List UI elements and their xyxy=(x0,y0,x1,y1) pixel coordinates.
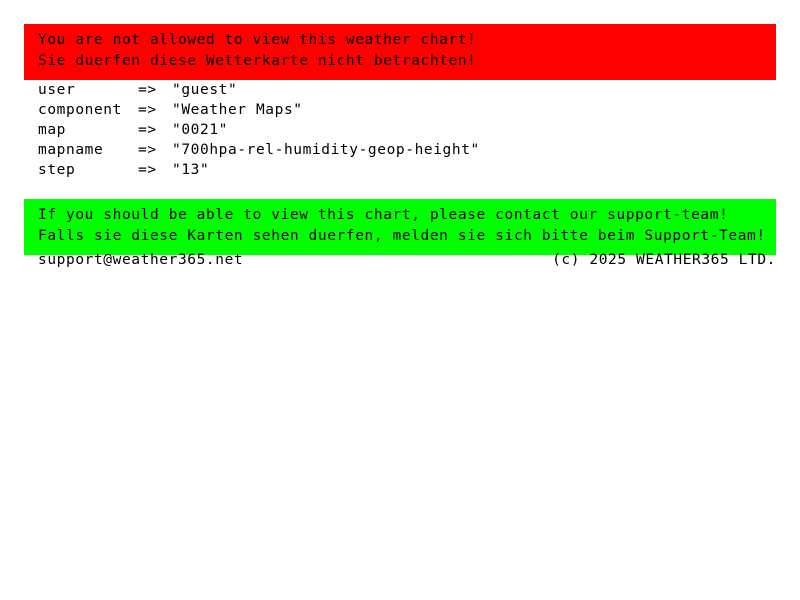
parameter-key: user xyxy=(38,82,76,98)
parameter-value: "700hpa-rel-humidity-geop-height" xyxy=(172,142,480,158)
support-text-de: Falls sie diese Karten sehen duerfen, melden sie sich bitte beim Support-Team! xyxy=(38,228,766,244)
support-email-link[interactable]: support@weather365.net xyxy=(38,252,244,268)
parameter-key: mapname xyxy=(38,142,104,158)
parameter-list xyxy=(38,80,480,180)
parameter-key: map xyxy=(38,122,66,138)
parameter-row-mapname xyxy=(38,140,480,160)
footer xyxy=(38,250,776,270)
support-text-en: If you should be able to view this chart, please contact our support-team! xyxy=(38,207,729,223)
parameter-arrow: => xyxy=(138,142,157,158)
access-denied-banner xyxy=(24,24,776,80)
parameter-value: "13" xyxy=(172,162,210,178)
parameter-value: "Weather Maps" xyxy=(172,102,303,118)
parameter-key: step xyxy=(38,162,76,178)
parameter-row-step xyxy=(38,160,480,180)
parameter-arrow: => xyxy=(138,82,157,98)
parameter-row-component xyxy=(38,100,480,120)
parameter-key: component xyxy=(38,102,122,118)
parameter-value: "0021" xyxy=(172,122,228,138)
copyright-text: (c) 2025 WEATHER365 LTD. xyxy=(552,252,776,268)
access-denied-text-en: You are not allowed to view this weather chart! xyxy=(38,32,477,48)
support-banner xyxy=(24,199,776,255)
parameter-row-user xyxy=(38,80,480,100)
parameter-row-map xyxy=(38,120,480,140)
access-denied-text-de: Sie duerfen diese Wetterkarte nicht betrachten! xyxy=(38,53,477,69)
parameter-value: "guest" xyxy=(172,82,238,98)
parameter-arrow: => xyxy=(138,102,157,118)
parameter-arrow: => xyxy=(138,162,157,178)
parameter-arrow: => xyxy=(138,122,157,138)
